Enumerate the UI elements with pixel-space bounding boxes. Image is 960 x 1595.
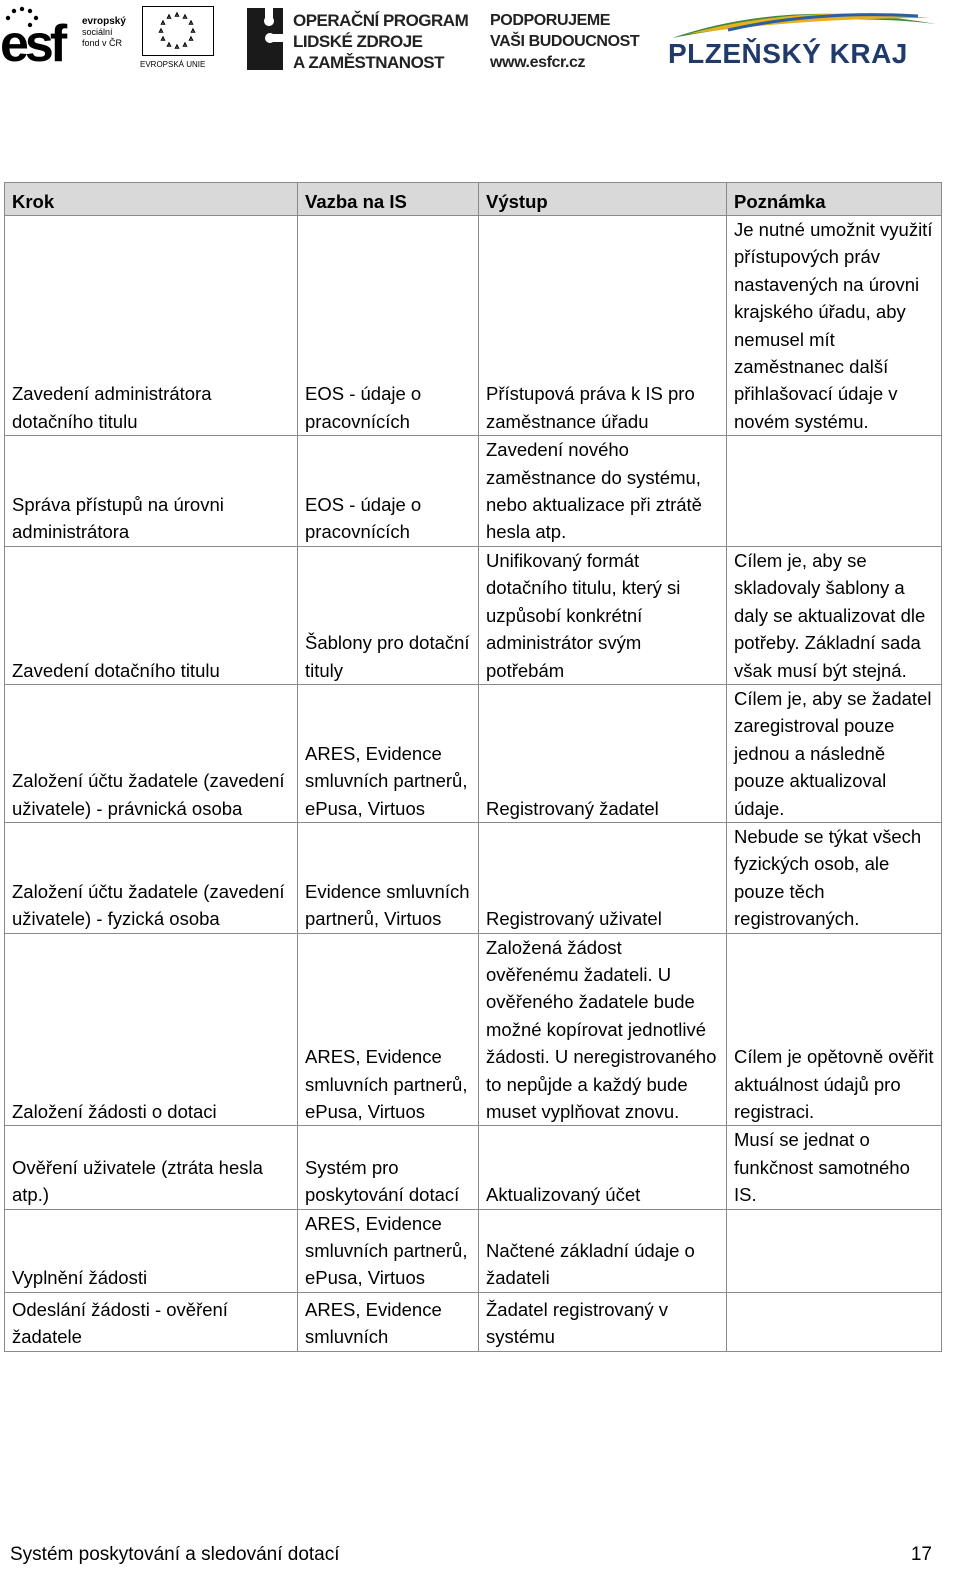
cell-vazba: ARES, Evidence smluvních [298,1292,479,1351]
op-lzz-logo [243,6,483,72]
cell-vystup: Aktualizovaný účet [479,1126,727,1209]
cell-krok: Zavedení administrátora dotačního titulu [5,216,298,436]
cell-krok: Ověření uživatele (ztráta hesla atp.) [5,1126,298,1209]
cell-krok: Založení žádosti o dotaci [5,933,298,1126]
cell-krok: Odeslání žádosti - ověření žadatele [5,1292,298,1351]
column-header-poznamka: Poznámka [727,183,942,216]
table-row [5,1292,942,1351]
cell-krok: Správa přístupů na úrovni administrátora [5,436,298,547]
esf-wordmark: esf [0,15,64,73]
table-row [5,1209,942,1292]
podporujeme-text: PODPORUJEME VAŠI BUDOUCNOST www.esfcr.cz [490,12,640,71]
eu-logo [140,6,218,72]
cell-poznamka: Cílem je, aby se žadatel zaregistroval pouze jednou a následně pouze aktualizoval údaje. [727,684,942,822]
logo-header [0,0,960,80]
cell-poznamka: Nebude se týkat všech fyzických osob, ale pouze těch registrovaných. [727,822,942,933]
plzensky-kraj-logo [668,4,948,76]
cell-vystup: Registrovaný uživatel [479,822,727,933]
cell-vystup: Načtené základní údaje o žadateli [479,1209,727,1292]
table-header-row [5,183,942,216]
cell-krok: Založení účtu žadatele (zavedení uživatele) - právnická osoba [5,684,298,822]
op-lzz-text: OPERAČNÍ PROGRAM LIDSKÉ ZDROJE A ZAMĚSTNANOST [293,11,469,72]
steps-table [4,182,942,1352]
cell-vazba: Šablony pro dotační tituly [298,546,479,684]
puzzle-icon [243,6,287,72]
cell-vystup: Žadatel registrovaný v systému [479,1292,727,1351]
cell-vystup: Unifikovaný formát dotačního titulu, který si uzpůsobí konkrétní administrátor svým potřebám [479,546,727,684]
esf-subtitle: evropský sociální fond v ČR [82,16,126,48]
cell-krok: Vyplnění žádosti [5,1209,298,1292]
table-row [5,436,942,547]
table-row [5,216,942,436]
table-row [5,1126,942,1209]
column-header-vazba-na-is: Vazba na IS [298,183,479,216]
eu-label: EVROPSKÁ UNIE [140,60,206,69]
eu-flag-icon [142,6,214,56]
page-number: 17 [910,1544,932,1565]
table-row [5,933,942,1126]
cell-poznamka [727,1292,942,1351]
column-header-krok: Krok [5,183,298,216]
cell-vazba: ARES, Evidence smluvních partnerů, ePusa, Virtuos [298,933,479,1126]
cell-krok: Zavedení dotačního titulu [5,546,298,684]
column-header-vystup: Výstup [479,183,727,216]
cell-vazba: EOS - údaje o pracovnících [298,436,479,547]
cell-krok: Založení účtu žadatele (zavedení uživatele) - fyzická osoba [5,822,298,933]
table-row [5,546,942,684]
cell-poznamka: Cílem je, aby se skladovaly šablony a daly se aktualizovat dle potřeby. Základní sada však musí být stejná. [727,546,942,684]
cell-vystup: Založená žádost ověřenému žadateli. U ověřeného žadatele bude možné kopírovat jednotlivé žádosti. U neregistrovaného to nepůjde a každý bude muset vyplňovat znovu. [479,933,727,1126]
footer-title: Systém poskytování a sledování dotací [10,1544,340,1565]
esf-logo [0,6,130,72]
region-name: PLZEŇSKÝ KRAJ [668,38,908,69]
cell-vazba: ARES, Evidence smluvních partnerů, ePusa, Virtuos [298,684,479,822]
cell-vystup: Registrovaný žadatel [479,684,727,822]
cell-vystup: Přístupová práva k IS pro zaměstnance úřadu [479,216,727,436]
cell-poznamka: Je nutné umožnit využití přístupových práv nastavených na úrovni krajského úřadu, aby nemusel mít zaměstnanec další přihlašovací údaje v novém systému. [727,216,942,436]
table-row [5,684,942,822]
cell-poznamka: Musí se jednat o funkčnost samotného IS. [727,1126,942,1209]
cell-poznamka: Cílem je opětovně ověřit aktuálnost údajů pro registraci. [727,933,942,1126]
cell-vystup: Zavedení nového zaměstnance do systému, nebo aktualizace při ztrátě hesla atp. [479,436,727,547]
page-footer [10,1541,932,1569]
table-row [5,822,942,933]
cell-poznamka [727,1209,942,1292]
cell-vazba: ARES, Evidence smluvních partnerů, ePusa, Virtuos [298,1209,479,1292]
cell-vazba: EOS - údaje o pracovnících [298,216,479,436]
cell-poznamka [727,436,942,547]
cell-vazba: Evidence smluvních partnerů, Virtuos [298,822,479,933]
cell-vazba: Systém pro poskytování dotací [298,1126,479,1209]
